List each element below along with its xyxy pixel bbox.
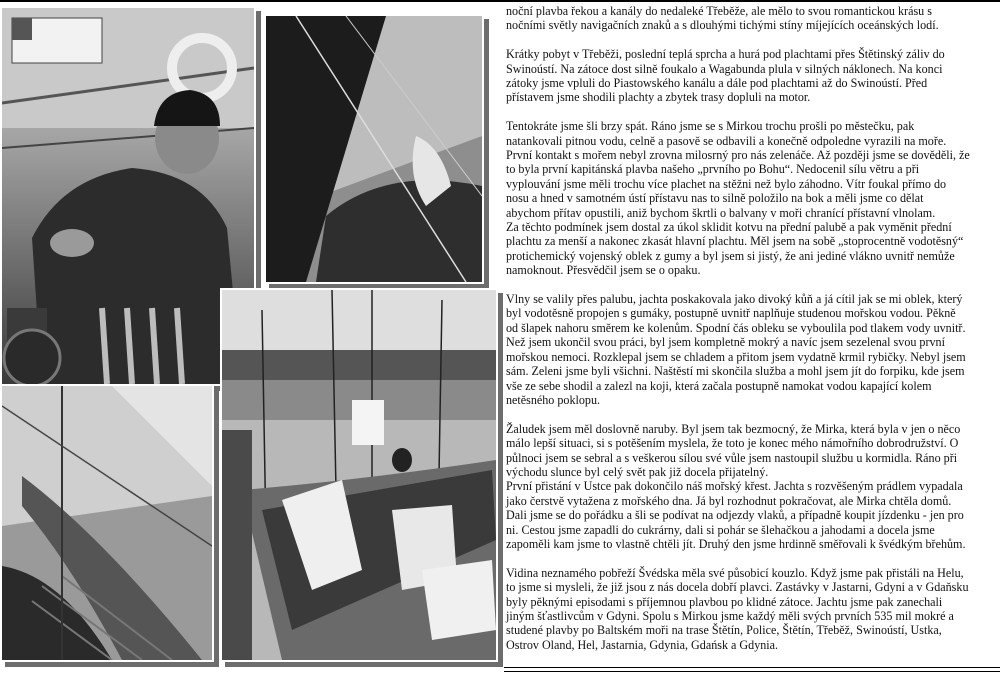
article-paragraph: Žaludek jsem měl doslovně naruby. Byl jsem tak bezmocný, že Mirka, která byla v jen o něco málo lepší situaci, si s potěšením myslela, že toto je konec mého námořního dobrodružství. O půlnoci jsem se sebral a s veškerou sílou své vůle jsem nastoupil službu u kormidla. Ráno při východu slunce byl celý svět pak již docela přijatelný. bbox=[506, 421, 961, 479]
article-paragraph: Vlny se valily přes palubu, jachta poskakovala jako divoký kůň a já cítil jak se mi oblek, který byl vodotěsně propojen s gumáky, postupně uvnitř naplňuje studenou mořskou vodou. Pěkně od šlapek nahoru směrem ke kolenům. Spodní čás obleku se vyboulila pod tlakem vody uvnitř. Než jsem ukončil svou práci, byl jsem kompletně mokrý a navíc jsem sezelenal svou první mořskou nemoci. Rozklepal jsem se chladem a přitom jsem vydatně krmil rybičky. Nebyl jsem sám. Zeleni jsme byli všichni. Naštěstí mi skončila služba a mohl jsem jít do forpiku, kde jsem vše ze sebe shodil a zalezl na koji, která začala postupně namokat vodou kapající kolem netěsného poklopu. bbox=[506, 292, 966, 407]
article-paragraph: Vidina neznamého pobřeží Švédska měla své působicí kouzlo. Když jsme pak přistáli na Helu, to jsme si mysleli, že již jsou z nás docela dobří plavci. Zastávky v Jastarni, Gdyni a v Gdaňsku byly pěknými episodami s příjemnou plavbou po klidné zátoce. Jachtu jsme pak zanechali jiným šťastlivcům v Gdyni. Spolu s Mirkou jsme každý měli svých prvních 535 mil mokré a studené plavby po Baltském moři na trase Štětín, Police, Štětín, Třeběž, Swinoústí, Ustka, Ostrov Oland, Hel, Jastarnia, Gdynia, Gdańsk a Gdynia. bbox=[506, 565, 969, 652]
article-text bbox=[506, 4, 970, 652]
article-paragraph: Krátky pobyt v Třeběži, poslední teplá sprcha a hurá pod plachtami přes Štětinský záliv do Swinoústí. Na zátoce dost silně foukalo a Wagabunda plula v silných náklonech. Na konci zátoky jsme vpluli do Piastowského kanálu a dále pod plachtami až do Swinoústí. Před přístavem jsme shodili plachty a zbytek trasy dopluli na motor. bbox=[506, 47, 945, 105]
moored-yacht-photo bbox=[220, 288, 498, 662]
bottom-rule bbox=[504, 667, 1000, 672]
sailor-photo bbox=[0, 6, 256, 386]
article-paragraph: První přistání v Ustce pak dokončilo náš mořský křest. Jachta s rozvěšeným prádlem vypadala jako čerstvě vytažena z mořského dna. Já byl rozhodnut pokračovat, ale Mirka chtěla domů. Dali jsme se do pořádku a šli se podívat na odjezdy vlaků, a případně koupit jízdenku - jen pro ni. Cestou jsme zapadli do cukrárny, dali si pohár se šlehačkou a jahodami a docela jsme zapoměli kam jsme to vlastně chtěli jít. Druhý den jsme hrdinně směřovali k švédkým břehům. bbox=[506, 479, 966, 551]
article-paragraph: noční plavba řekou a kanály do nedaleké Třeběže, ale mělo to svou romantickou krásu s nočními světly navigačních znaků a s dlouhými tichými stíny míjejících oceánských lodí. bbox=[506, 4, 939, 33]
article-paragraph: Tentokráte jsme šli brzy spát. Ráno jsme se s Mirkou trochu prošli po městečku, pak natankovali pitnou vodu, celně a pasově se odbavili a konečně odpoledne vyrazili na moře. bbox=[506, 119, 947, 148]
article-paragraph: První kontakt s mořem nebyl zrovna milosrný pro nás zelenáče. Až později jsme se dověděli, že to byla první kapitánská plavba našeho „prvního po Bohu“. Nedocenil sílu větru a při vyplouvání jsme měli trochu více plachet na stěžni než bylo záhodno. Vítr foukal přímo do nosu a hned v samotném ústí přístavu nas to silně položilo na bok a měli jsme co dělat abychom přítav opustili, aniž bychom škrtli o balvany v moři chranící přístavní vlnolam. bbox=[506, 148, 970, 220]
article-paragraph: Za těchto podmínek jsem dostal za úkol sklidit kotvu na přední palubě a pak vyměnit přední plachtu za menší a nakonec zkasát hlavní plachtu. Měl jsem na sobě „stoprocentně vodotěsný“ protichemický vojenský oblek z gumy a byl jsem si jistý, že ani jediné vlákno uvnitř nemůže namoknout. Přesvědčil jsem se o opaku. bbox=[506, 220, 964, 278]
sail-photo bbox=[264, 14, 484, 284]
deck-photo bbox=[0, 384, 214, 662]
